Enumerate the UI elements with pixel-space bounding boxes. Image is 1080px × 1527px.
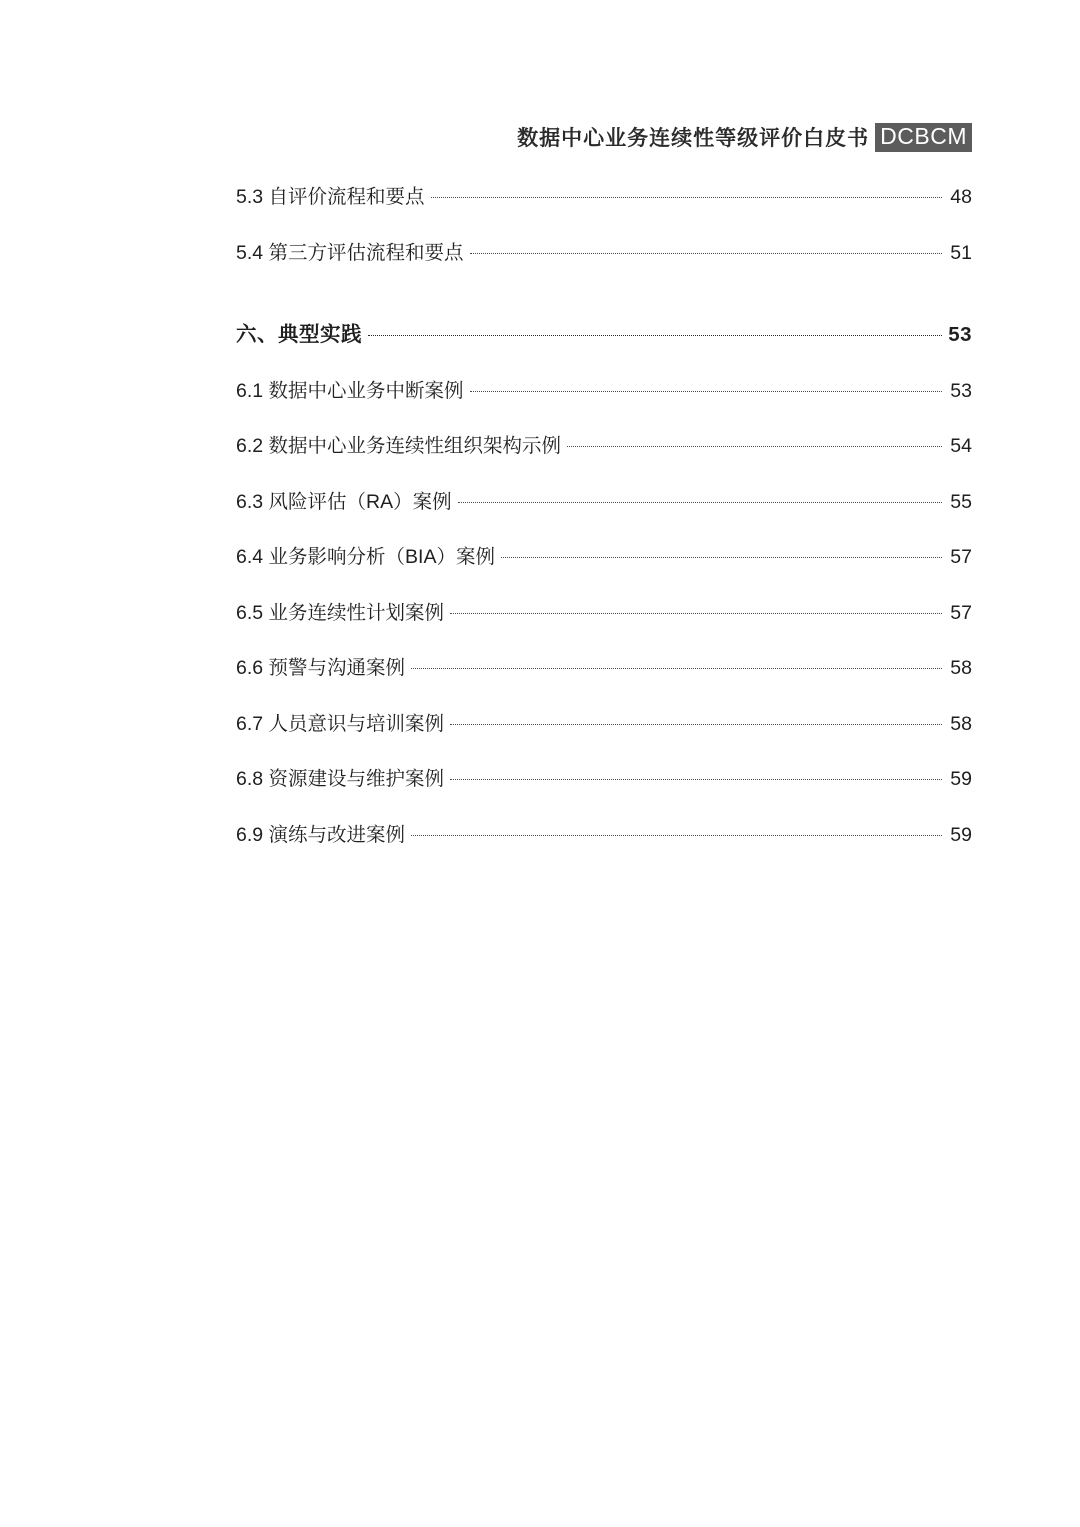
toc-entry[interactable] xyxy=(236,241,972,264)
toc-entry-page: 51 xyxy=(950,241,972,264)
toc-entry-label: 6.2 数据中心业务连续性组织架构示例 xyxy=(236,435,562,457)
toc-entry-page: 59 xyxy=(950,768,972,790)
toc-leader-dots xyxy=(450,723,942,725)
toc-entry-page: 53 xyxy=(950,379,972,402)
toc-entry-label: 六、典型实践 xyxy=(236,323,362,346)
toc-leader-dots xyxy=(450,612,942,614)
page-header xyxy=(0,122,1080,152)
toc-group-spacer xyxy=(236,263,972,325)
toc-leader-dots xyxy=(470,252,942,254)
toc-entry-page: 59 xyxy=(950,823,972,846)
toc-entry-label: 6.1 数据中心业务中断案例 xyxy=(236,379,464,402)
toc-group-chapter-6 xyxy=(236,325,972,845)
toc-entry[interactable] xyxy=(236,188,972,208)
toc-entry-chapter[interactable] xyxy=(236,325,972,346)
toc-entry-page: 57 xyxy=(950,546,972,568)
toc-entry[interactable] xyxy=(236,601,972,624)
toc-leader-dots xyxy=(431,196,942,198)
toc-entry-label: 6.7 人员意识与培训案例 xyxy=(236,712,445,735)
toc-entry-label: 6.4 业务影响分析（BIA）案例 xyxy=(236,546,495,568)
document-title: 数据中心业务连续性等级评价白皮书 xyxy=(517,127,870,150)
toc-entry-label: 6.3 风险评估（RA）案例 xyxy=(236,490,452,513)
toc-entry-label: 5.4 第三方评估流程和要点 xyxy=(236,241,464,264)
toc-leader-dots xyxy=(501,556,942,558)
toc-entry[interactable] xyxy=(236,823,972,846)
toc-entry-label: 6.6 预警与沟通案例 xyxy=(236,657,406,679)
toc-entry[interactable] xyxy=(236,437,972,457)
toc-entry-page: 53 xyxy=(948,323,972,346)
toc-entry-label: 6.8 资源建设与维护案例 xyxy=(236,768,445,790)
toc-leader-dots xyxy=(470,390,942,392)
toc-entry-page: 55 xyxy=(950,490,972,513)
toc-leader-dots xyxy=(458,501,942,503)
toc-entry[interactable] xyxy=(236,770,972,790)
toc-leader-dots xyxy=(450,778,942,780)
toc-leader-dots xyxy=(411,667,942,669)
toc-entry[interactable] xyxy=(236,712,972,735)
toc-entry-label: 5.3 自评价流程和要点 xyxy=(236,186,425,208)
toc-entry-page: 54 xyxy=(950,435,972,457)
table-of-contents xyxy=(236,188,972,845)
toc-entry[interactable] xyxy=(236,548,972,568)
toc-leader-dots xyxy=(411,834,942,836)
toc-entry-page: 48 xyxy=(950,186,972,208)
toc-leader-dots xyxy=(368,334,942,336)
toc-group-chapter-5 xyxy=(236,188,972,263)
toc-entry-page: 58 xyxy=(950,712,972,735)
toc-entry[interactable] xyxy=(236,659,972,679)
toc-entry-page: 58 xyxy=(950,657,972,679)
toc-entry-label: 6.9 演练与改进案例 xyxy=(236,823,406,846)
toc-entry[interactable] xyxy=(236,379,972,402)
toc-entry-label: 6.5 业务连续性计划案例 xyxy=(236,601,445,624)
toc-entry-page: 57 xyxy=(950,601,972,624)
dcbcm-badge: DCBCM xyxy=(875,123,972,152)
toc-leader-dots xyxy=(567,445,942,447)
toc-entry[interactable] xyxy=(236,490,972,513)
